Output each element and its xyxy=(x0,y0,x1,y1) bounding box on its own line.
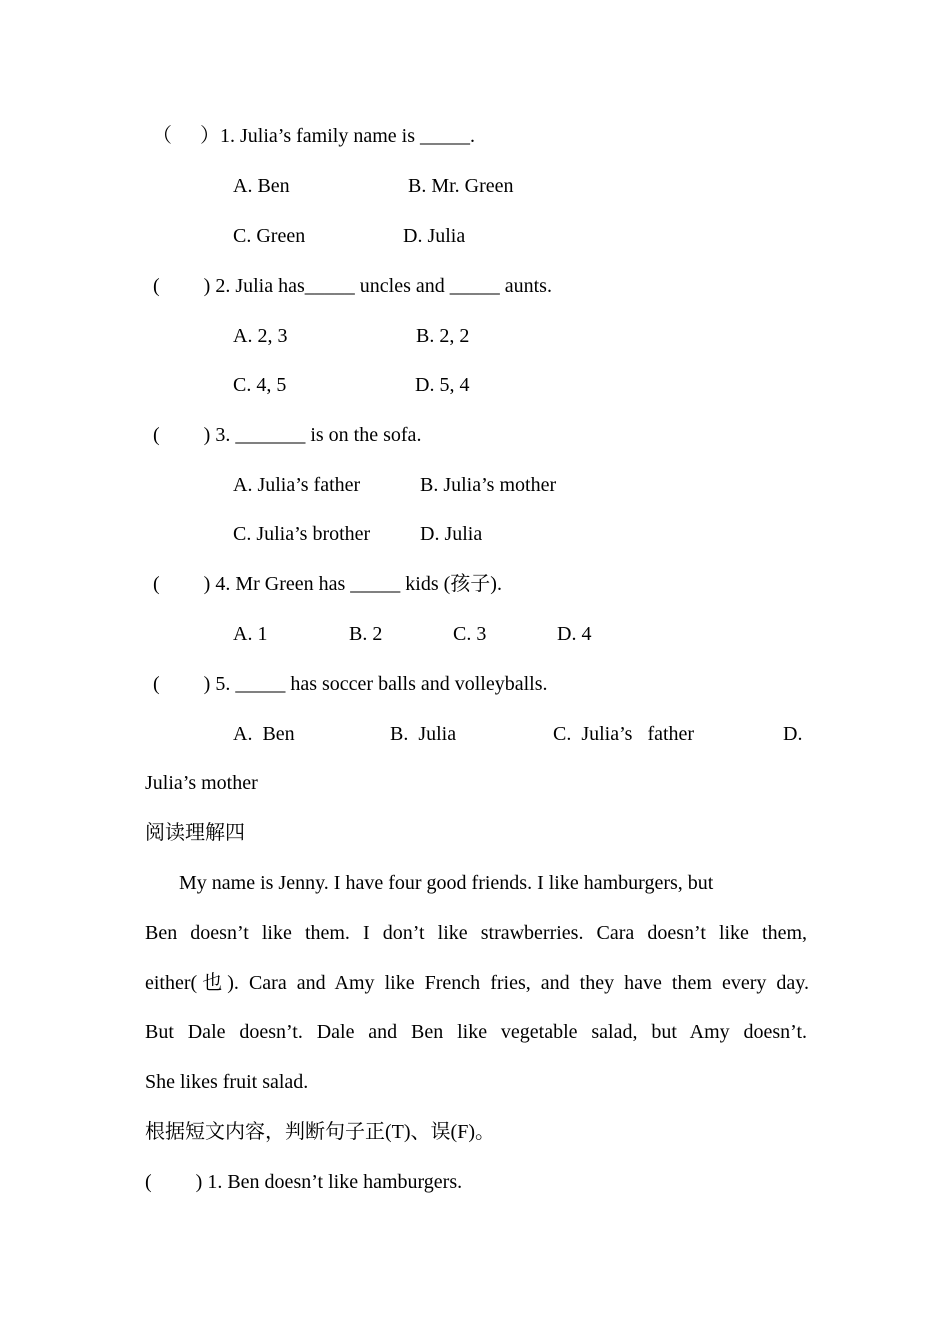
question-1 xyxy=(152,124,475,148)
option-b: B. Julia xyxy=(390,723,457,745)
option-c: C. 3 xyxy=(453,623,487,645)
option-a: A. Ben xyxy=(233,723,295,745)
answer-paren-open: ( xyxy=(145,1171,152,1193)
option-d: D. 4 xyxy=(557,623,592,645)
answer-paren-close: ) xyxy=(203,673,211,695)
option-b: B. Mr. Green xyxy=(408,175,514,197)
option-d: D. Julia xyxy=(403,225,466,247)
answer-paren-open: ( xyxy=(153,673,160,695)
option-d: D. 5, 4 xyxy=(415,374,470,396)
answer-paren-open: （ xyxy=(152,125,172,147)
answer-paren-close: ) xyxy=(195,1171,203,1193)
question-text: 3. _______ is on the sofa. xyxy=(215,424,422,446)
option-d: D. Julia xyxy=(420,523,483,545)
question-text: 1. Ben doesn’t like hamburgers. xyxy=(207,1171,463,1193)
option-c: C. Julia’s father xyxy=(553,723,695,745)
answer-paren-open: ( xyxy=(153,275,160,297)
answer-paren-close: ） xyxy=(200,125,220,147)
section-title: 阅读理解四 xyxy=(145,822,245,844)
option-a: A. Julia’s father xyxy=(233,474,361,496)
option-b: B. 2 xyxy=(349,623,383,645)
answer-paren-open: ( xyxy=(153,424,160,446)
passage-line: But Dale doesn’t. Dale and Ben like vegetable salad, but Amy doesn’t. xyxy=(145,1021,807,1043)
option-b: B. 2, 2 xyxy=(416,325,470,347)
option-a: A. 1 xyxy=(233,623,268,645)
question-text: 2. Julia has_____ uncles and _____ aunts. xyxy=(215,275,552,297)
passage-line: My name is Jenny. I have four good friends. I like hamburgers, but xyxy=(179,872,714,894)
question-text: 5. _____ has soccer balls and volleyballs. xyxy=(215,673,548,695)
question-3 xyxy=(153,423,421,447)
answer-paren-close: ) xyxy=(203,573,211,595)
answer-paren-close: ) xyxy=(203,424,211,446)
question-4 xyxy=(153,572,502,596)
tf-question-1 xyxy=(145,1170,462,1194)
option-c: C. Julia’s brother xyxy=(233,523,371,545)
instruction: 根据短文内容，判断句子正(T)、误(F)。 xyxy=(145,1121,495,1143)
question-text: 1. Julia’s family name is _____. xyxy=(220,125,475,147)
passage-line: She likes fruit salad. xyxy=(145,1071,309,1093)
question-text: 4. Mr Green has _____ kids (孩子). xyxy=(215,573,502,595)
answer-paren-close: ) xyxy=(203,275,211,297)
passage-line: either(也). Cara and Amy like French fries, and they have them every day. xyxy=(145,972,809,994)
option-a: A. 2, 3 xyxy=(233,325,288,347)
option-d-continuation: Julia’s mother xyxy=(145,772,258,794)
option-d: D. xyxy=(783,723,803,745)
passage-line: Ben doesn’t like them. I don’t like strawberries. Cara doesn’t like them, xyxy=(145,922,807,944)
answer-paren-open: ( xyxy=(153,573,160,595)
question-2 xyxy=(153,274,552,298)
option-b: B. Julia’s mother xyxy=(420,474,557,496)
option-c: C. 4, 5 xyxy=(233,374,287,396)
question-5 xyxy=(153,672,548,696)
option-a: A. Ben xyxy=(233,175,290,197)
option-c: C. Green xyxy=(233,225,306,247)
